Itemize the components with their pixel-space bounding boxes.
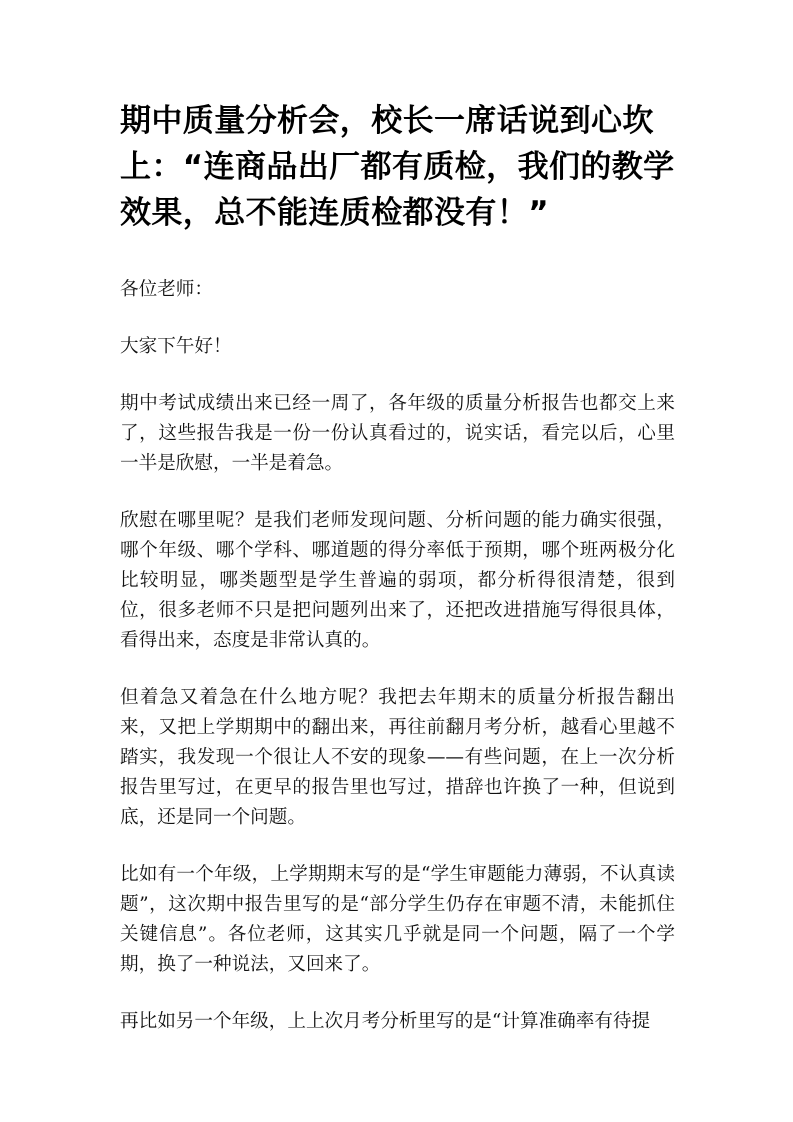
paragraph: 欣慰在哪里呢？是我们老师发现问题、分析问题的能力确实很强，哪个年级、哪个学科、哪道题的得分率低于预期，哪个班两极分化比较明显，哪类题型是学生普遍的弱项，都分析得很清楚，很到位，很多老师不只是把问题列出来了，还把改进措施写得很具体，看得出来，态度是非常认真的。 [120, 510, 675, 651]
greeting: 大家下午好！ [120, 336, 232, 357]
paragraph: 再比如另一个年级，上上次月考分析里写的是“计算准确率有待提 [120, 1011, 651, 1032]
salutation: 各位老师： [120, 279, 213, 300]
paragraph: 但着急又着急在什么地方呢？我把去年期末的质量分析报告翻出来，又把上学期期中的翻出来，再往前翻月考分析，越看心里越不踏实，我发现一个很让人不安的现象——有些问题，在上一次分析报告里写过，在更早的报告里也写过，措辞也许换了一种，但说到底，还是同一个问题。 [120, 687, 675, 828]
paragraph: 期中考试成绩出来已经一周了，各年级的质量分析报告也都交上来了，这些报告我是一份一份认真看过的，说实话，看完以后，心里一半是欣慰，一半是着急。 [120, 393, 675, 474]
article-body [120, 275, 675, 1064]
article-title: 期中质量分析会，校长一席话说到心坎上：“连商品出厂都有质检，我们的教学效果，总不能连质检都没有！” [120, 103, 675, 231]
paragraph: 比如有一个年级，上学期期末写的是“学生审题能力薄弱，不认真读题”，这次期中报告里写的是“部分学生仍存在审题不清，未能抓住关键信息”。各位老师，这其实几乎就是同一个问题，隔了一个学期，换了一种说法，又回来了。 [120, 864, 675, 975]
